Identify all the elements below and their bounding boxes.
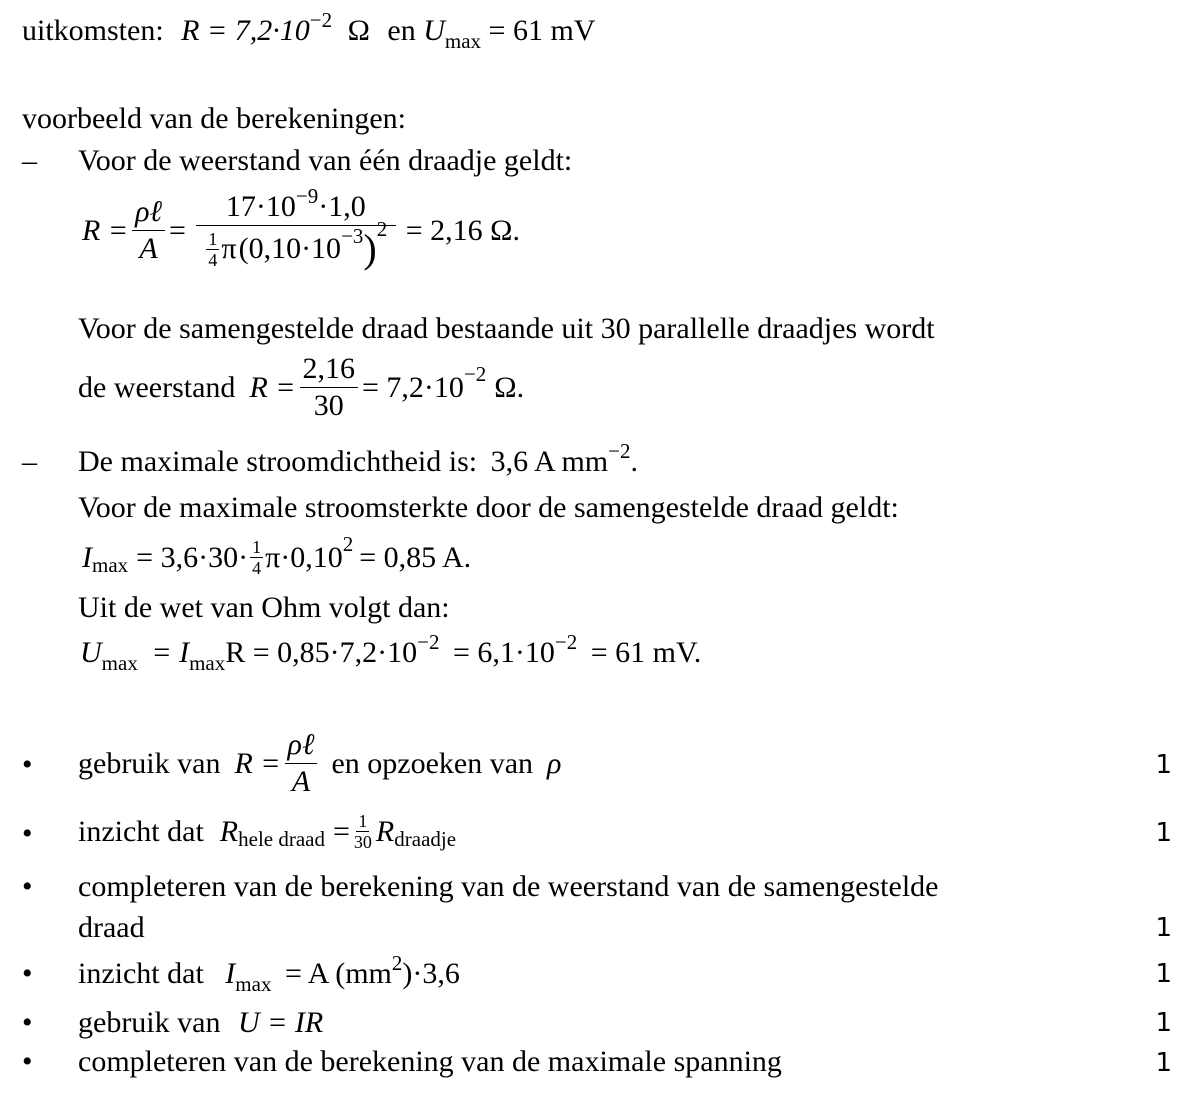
score-6: 1: [1155, 1048, 1172, 1078]
criterion-1-r: R =: [234, 746, 281, 780]
imax-quarter-fraction: [250, 538, 263, 577]
imax-quarter-den: 4: [252, 558, 262, 578]
fraction-numerator: ρℓ: [132, 197, 165, 231]
fraction-216: 2,16: [300, 354, 359, 388]
close-paren: ): [363, 226, 377, 271]
criterion-4-rest: = A (mm: [284, 957, 392, 990]
criterion-5-pre: gebruik van: [78, 1006, 221, 1039]
quarter-den: 4: [208, 249, 218, 270]
step1-total-resistance: [78, 354, 524, 421]
step1-paragraph: Voor de samengestelde draad bestaande uit 30 parallelle draadjes wordt: [78, 312, 935, 345]
criterion-1-post: en opzoeken van: [331, 746, 534, 780]
umax-result: = 61 mV.: [590, 636, 702, 669]
step2-line4: Uit de wet van Ohm volgt dan:: [78, 591, 450, 624]
criterion-4-pre: inzicht dat: [78, 957, 204, 990]
step2-umax-formula: [80, 630, 702, 675]
criterion-1: [78, 730, 561, 797]
score-2: 1: [1155, 818, 1172, 848]
current-density-exponent: −2: [608, 439, 631, 463]
current-density-label: De maximale stroomdichtheid is:: [78, 445, 478, 478]
current-density-period: .: [630, 445, 638, 478]
big-fraction-denominator: [201, 216, 390, 271]
current-density-value: 3,6 A mm: [490, 445, 609, 478]
criterion-1-pre: gebruik van: [78, 746, 221, 780]
paren-exponent: −3: [341, 223, 364, 248]
quarter-fraction: [206, 230, 219, 269]
bullet-4: •: [22, 957, 33, 990]
outcome-voltage-subscript: max: [444, 29, 482, 53]
criterion-1-num: ρℓ: [285, 730, 318, 764]
bullet-3: •: [22, 870, 33, 903]
outcome-resistance-unit: Ω: [347, 14, 370, 47]
fraction-216-over-30: [300, 354, 359, 421]
outcome-label: uitkomsten:: [22, 14, 164, 47]
criterion-2-fden: 30: [353, 832, 372, 852]
imax-part-a: = 3,6·30·: [136, 540, 249, 574]
fraction-rho-l-over-a: [132, 197, 165, 264]
criterion-2-eq: =: [333, 814, 350, 848]
score-3: 1: [1155, 913, 1172, 943]
total-resistance-prefix: de weerstand: [78, 370, 236, 404]
criterion-1-den: A: [291, 765, 311, 798]
criterion-4: [78, 951, 460, 996]
criterion-4-sub: max: [235, 972, 272, 996]
criterion-2-sub1: hele draad: [238, 827, 325, 851]
numerator-part-a: 17·10: [225, 190, 296, 223]
criterion-2-pre: inzicht dat: [78, 814, 204, 848]
criterion-2-fnum: 1: [358, 811, 368, 831]
calculation-title: voorbeeld van de berekeningen:: [22, 102, 407, 135]
quarter-num: 1: [208, 228, 218, 249]
score-4: 1: [1155, 959, 1172, 989]
criterion-4-rest2: )·3,6: [402, 957, 460, 990]
criterion-3-line1: completeren van de berekening van de weerstand van de samengestelde: [78, 870, 939, 903]
step2-line1: [78, 439, 638, 478]
umax-part-c: = 6,1·10: [452, 636, 555, 669]
imax-exponent: 2: [342, 532, 354, 556]
dash-step-1: –: [22, 144, 37, 177]
criterion-1-fraction: [285, 730, 318, 797]
criterion-5-eq: U = IR: [237, 1006, 324, 1039]
bullet-1: •: [22, 748, 33, 781]
imax-symbol: I: [82, 540, 92, 574]
criterion-2-sub2: draadje: [394, 827, 457, 851]
criterion-4-i: I: [225, 957, 236, 990]
umax-i-symbol: = I: [151, 636, 190, 669]
total-r-symbol: R =: [249, 370, 296, 404]
criterion-2-r2: R: [375, 814, 395, 848]
imax-quarter-num: 1: [252, 537, 262, 557]
outcome-resistance: R = 7,2·10: [181, 14, 310, 47]
imax-part-b: π·0,10: [265, 540, 343, 574]
square-exponent: 2: [376, 216, 388, 241]
total-resistance-value: = 7,2·10: [362, 370, 464, 404]
bullet-2: •: [22, 817, 33, 850]
step2-line2: Voor de maximale stroomsterkte door de samengestelde draad geldt:: [78, 491, 899, 524]
criterion-2: [78, 812, 456, 851]
outcome-resistance-exponent: −2: [309, 8, 333, 32]
step1-formula: [82, 184, 520, 271]
bullet-5: •: [22, 1006, 33, 1039]
criterion-5: [78, 1008, 323, 1038]
umax-subscript: max: [101, 651, 138, 675]
formula-r-symbol: R =: [82, 213, 129, 247]
equals-sign: =: [168, 213, 186, 247]
total-resistance-unit: Ω.: [494, 370, 525, 404]
score-5: 1: [1155, 1008, 1172, 1038]
umax-exponent-2: −2: [554, 630, 578, 654]
pi-symbol: π: [221, 232, 237, 265]
imax-subscript: max: [92, 553, 129, 577]
dash-step-2: –: [22, 445, 37, 478]
criterion-3-line2: draad: [78, 911, 145, 944]
outcome-voltage-symbol: U: [423, 14, 445, 47]
criterion-6: completeren van de berekening van de maximale spanning: [78, 1045, 782, 1078]
resistance-single-wire-result: = 2,16 Ω.: [405, 213, 520, 247]
criterion-4-exp: 2: [391, 951, 403, 975]
imax-result: = 0,85 A.: [359, 540, 472, 574]
outcome-voltage-value: = 61 mV: [488, 14, 596, 47]
score-1: 1: [1155, 750, 1172, 780]
umax-i-subscript: max: [189, 651, 226, 675]
criterion-2-r: R: [219, 814, 239, 848]
outcome-line: [22, 8, 596, 53]
umax-symbol: U: [80, 636, 102, 669]
outcome-and: en: [387, 14, 416, 47]
step1-intro: Voor de weerstand van één draadje geldt:: [78, 144, 573, 177]
criterion-1-rho: ρ: [547, 746, 562, 780]
bullet-6: •: [22, 1045, 33, 1078]
umax-exponent-1: −2: [417, 630, 440, 654]
numerator-part-b: ·1,0: [318, 190, 366, 223]
big-fraction-numerator: [196, 184, 396, 226]
numerator-exponent: −9: [295, 184, 319, 208]
fraction-resistivity-calc: [196, 184, 396, 271]
paren-content: (0,10·10: [238, 232, 342, 265]
total-resistance-exponent: −2: [463, 362, 487, 386]
umax-part-b: R = 0,85·7,2·10: [225, 636, 418, 669]
fraction-30: 30: [313, 389, 344, 422]
fraction-denominator: A: [139, 232, 158, 265]
step2-imax-formula: [82, 532, 472, 578]
criterion-2-fraction: [352, 812, 374, 851]
